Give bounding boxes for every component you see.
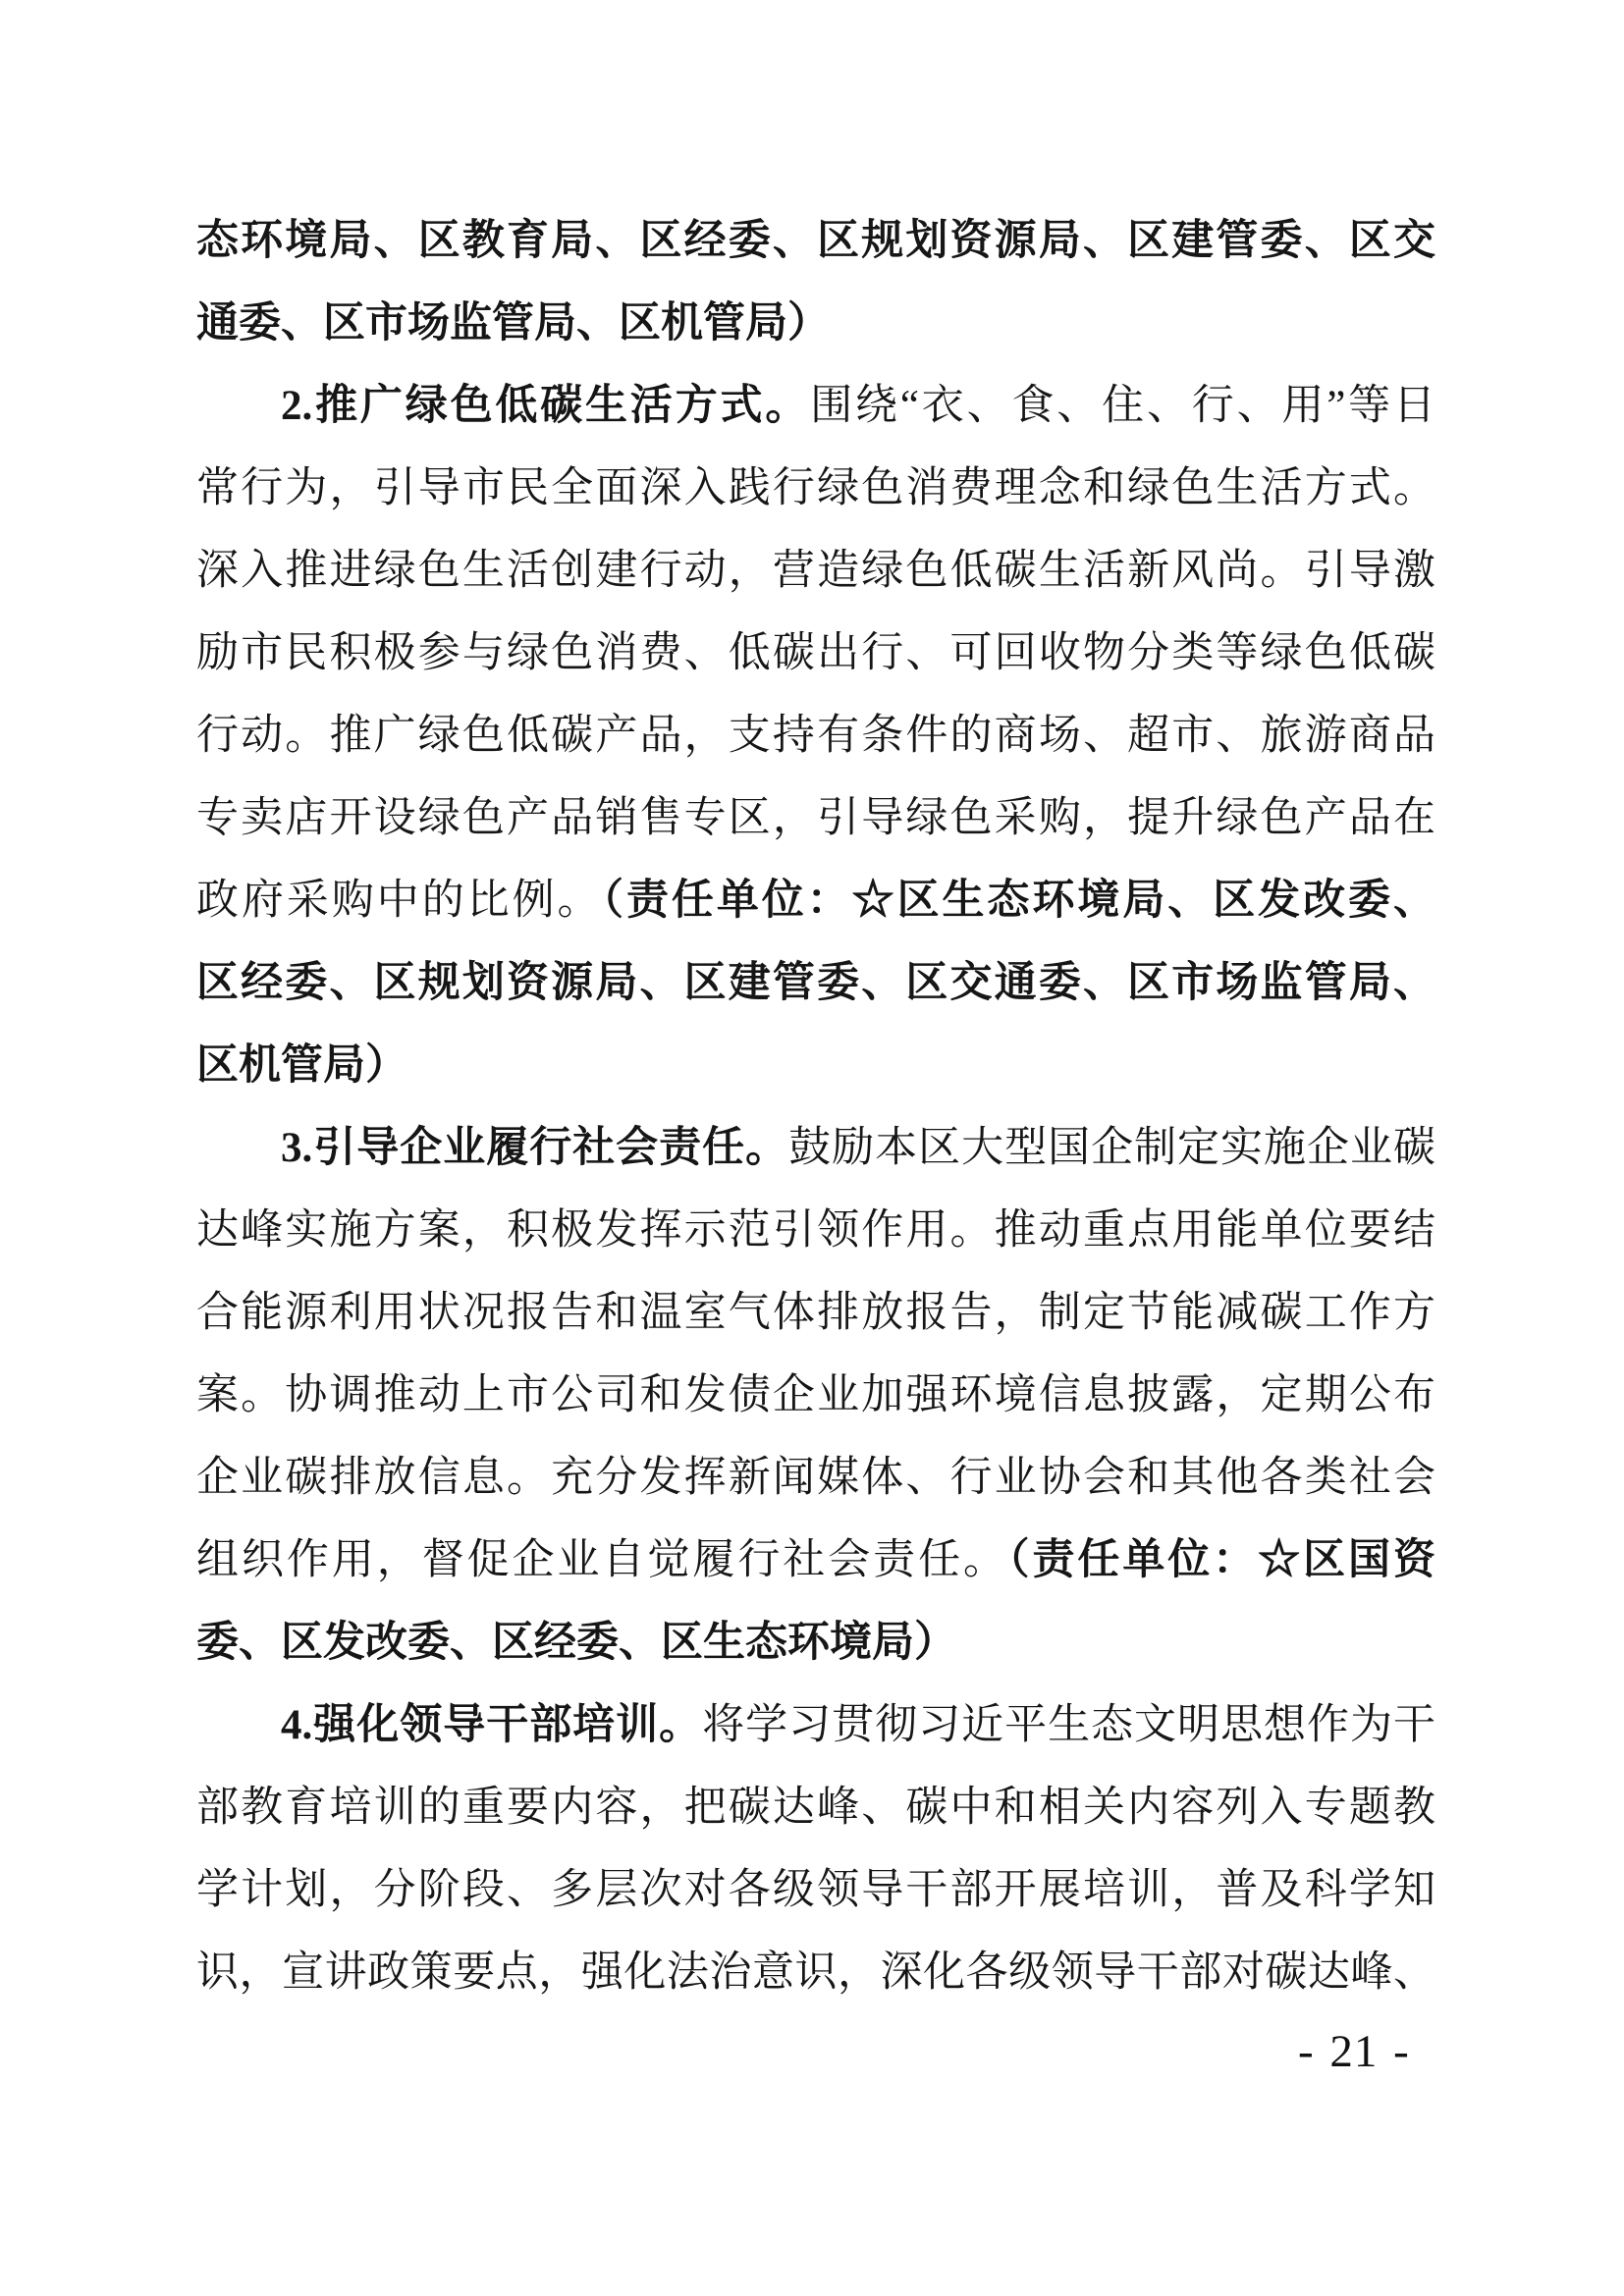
emphasis-run: 4.强化领导干部培训。 bbox=[281, 1702, 703, 1748]
text-line bbox=[196, 200, 1435, 283]
text-line bbox=[196, 695, 1435, 777]
text-line bbox=[196, 365, 1435, 448]
body-run: 组织作用，督促企业自觉履行社会责任。 bbox=[196, 1537, 1008, 1583]
text-line bbox=[196, 448, 1435, 530]
body-run: 达峰实施方案，积极发挥示范引领作用。推动重点用能单位要结 bbox=[196, 1207, 1435, 1254]
emphasis-run: 态环境局、区教育局、区经委、区规划资源局、区建管委、区交 bbox=[196, 218, 1435, 264]
text-line bbox=[196, 1107, 1435, 1190]
text-line bbox=[196, 1437, 1435, 1520]
body-run: 企业碳排放信息。充分发挥新闻媒体、行业协会和其他各类社会 bbox=[196, 1455, 1435, 1501]
text-line bbox=[196, 530, 1435, 613]
text-line bbox=[196, 1025, 1435, 1107]
body-run: 围绕“衣、食、住、行、用”等日 bbox=[810, 383, 1436, 429]
text-line bbox=[196, 777, 1435, 860]
body-run: 案。协调推动上市公司和发债企业加强环境信息披露，定期公布 bbox=[196, 1372, 1435, 1418]
text-line bbox=[196, 1520, 1435, 1602]
body-run: 将学习贯彻习近平生态文明思想作为干 bbox=[702, 1702, 1436, 1748]
text-line bbox=[196, 1272, 1435, 1355]
emphasis-run: 区机管局） bbox=[196, 1042, 407, 1089]
body-run: 鼓励本区大型国企制定实施企业碳 bbox=[788, 1125, 1436, 1171]
body-run: 行动。推广绿色低碳产品，支持有条件的商场、超市、旅游商品 bbox=[196, 713, 1435, 759]
text-line bbox=[196, 613, 1435, 695]
body-run: 专卖店开设绿色产品销售专区，引导绿色采购，提升绿色产品在 bbox=[196, 795, 1435, 841]
emphasis-run: 委、区发改委、区经委、区生态环境局） bbox=[196, 1620, 956, 1666]
emphasis-run: 3.引导企业履行社会责任。 bbox=[281, 1125, 789, 1171]
body-run: 合能源利用状况报告和温室气体排放报告，制定节能减碳工作方 bbox=[196, 1290, 1435, 1336]
text-line bbox=[196, 1602, 1435, 1684]
emphasis-run: 区经委、区规划资源局、区建管委、区交通委、区市场监管局、 bbox=[196, 960, 1435, 1006]
emphasis-run: （责任单位：☆区生态环境局、区发改委、 bbox=[602, 878, 1435, 924]
text-line bbox=[196, 1932, 1435, 2014]
text-line bbox=[196, 283, 1435, 365]
body-run: 识，宣讲政策要点，强化法治意识，深化各级领导干部对碳达峰、 bbox=[196, 1949, 1435, 1996]
body-run: 常行为，引导市民全面深入践行绿色消费理念和绿色生活方式。 bbox=[196, 465, 1435, 511]
text-line bbox=[196, 1684, 1435, 1767]
text-line bbox=[196, 1190, 1435, 1272]
text-line bbox=[196, 1355, 1435, 1437]
page-number: - 21 - bbox=[1298, 2026, 1410, 2077]
body-run: 政府采购中的比例。 bbox=[196, 878, 603, 924]
emphasis-run: 2.推广绿色低碳生活方式。 bbox=[281, 383, 811, 429]
body-run: 深入推进绿色生活创建行动，营造绿色低碳生活新风尚。引导激 bbox=[196, 548, 1435, 594]
emphasis-run: （责任单位：☆区国资 bbox=[1008, 1537, 1435, 1583]
text-line bbox=[196, 942, 1435, 1025]
body-run: 励市民积极参与绿色消费、低碳出行、可回收物分类等绿色低碳 bbox=[196, 630, 1435, 676]
text-line bbox=[196, 1767, 1435, 1849]
body-run: 学计划，分阶段、多层次对各级领导干部开展培训，普及科学知 bbox=[196, 1867, 1435, 1913]
body-run: 部教育培训的重要内容，把碳达峰、碳中和相关内容列入专题教 bbox=[196, 1785, 1435, 1831]
text-line bbox=[196, 860, 1435, 942]
document-body bbox=[196, 200, 1435, 2014]
emphasis-run: 通委、区市场监管局、区机管局） bbox=[196, 300, 830, 347]
text-line bbox=[196, 1849, 1435, 1932]
